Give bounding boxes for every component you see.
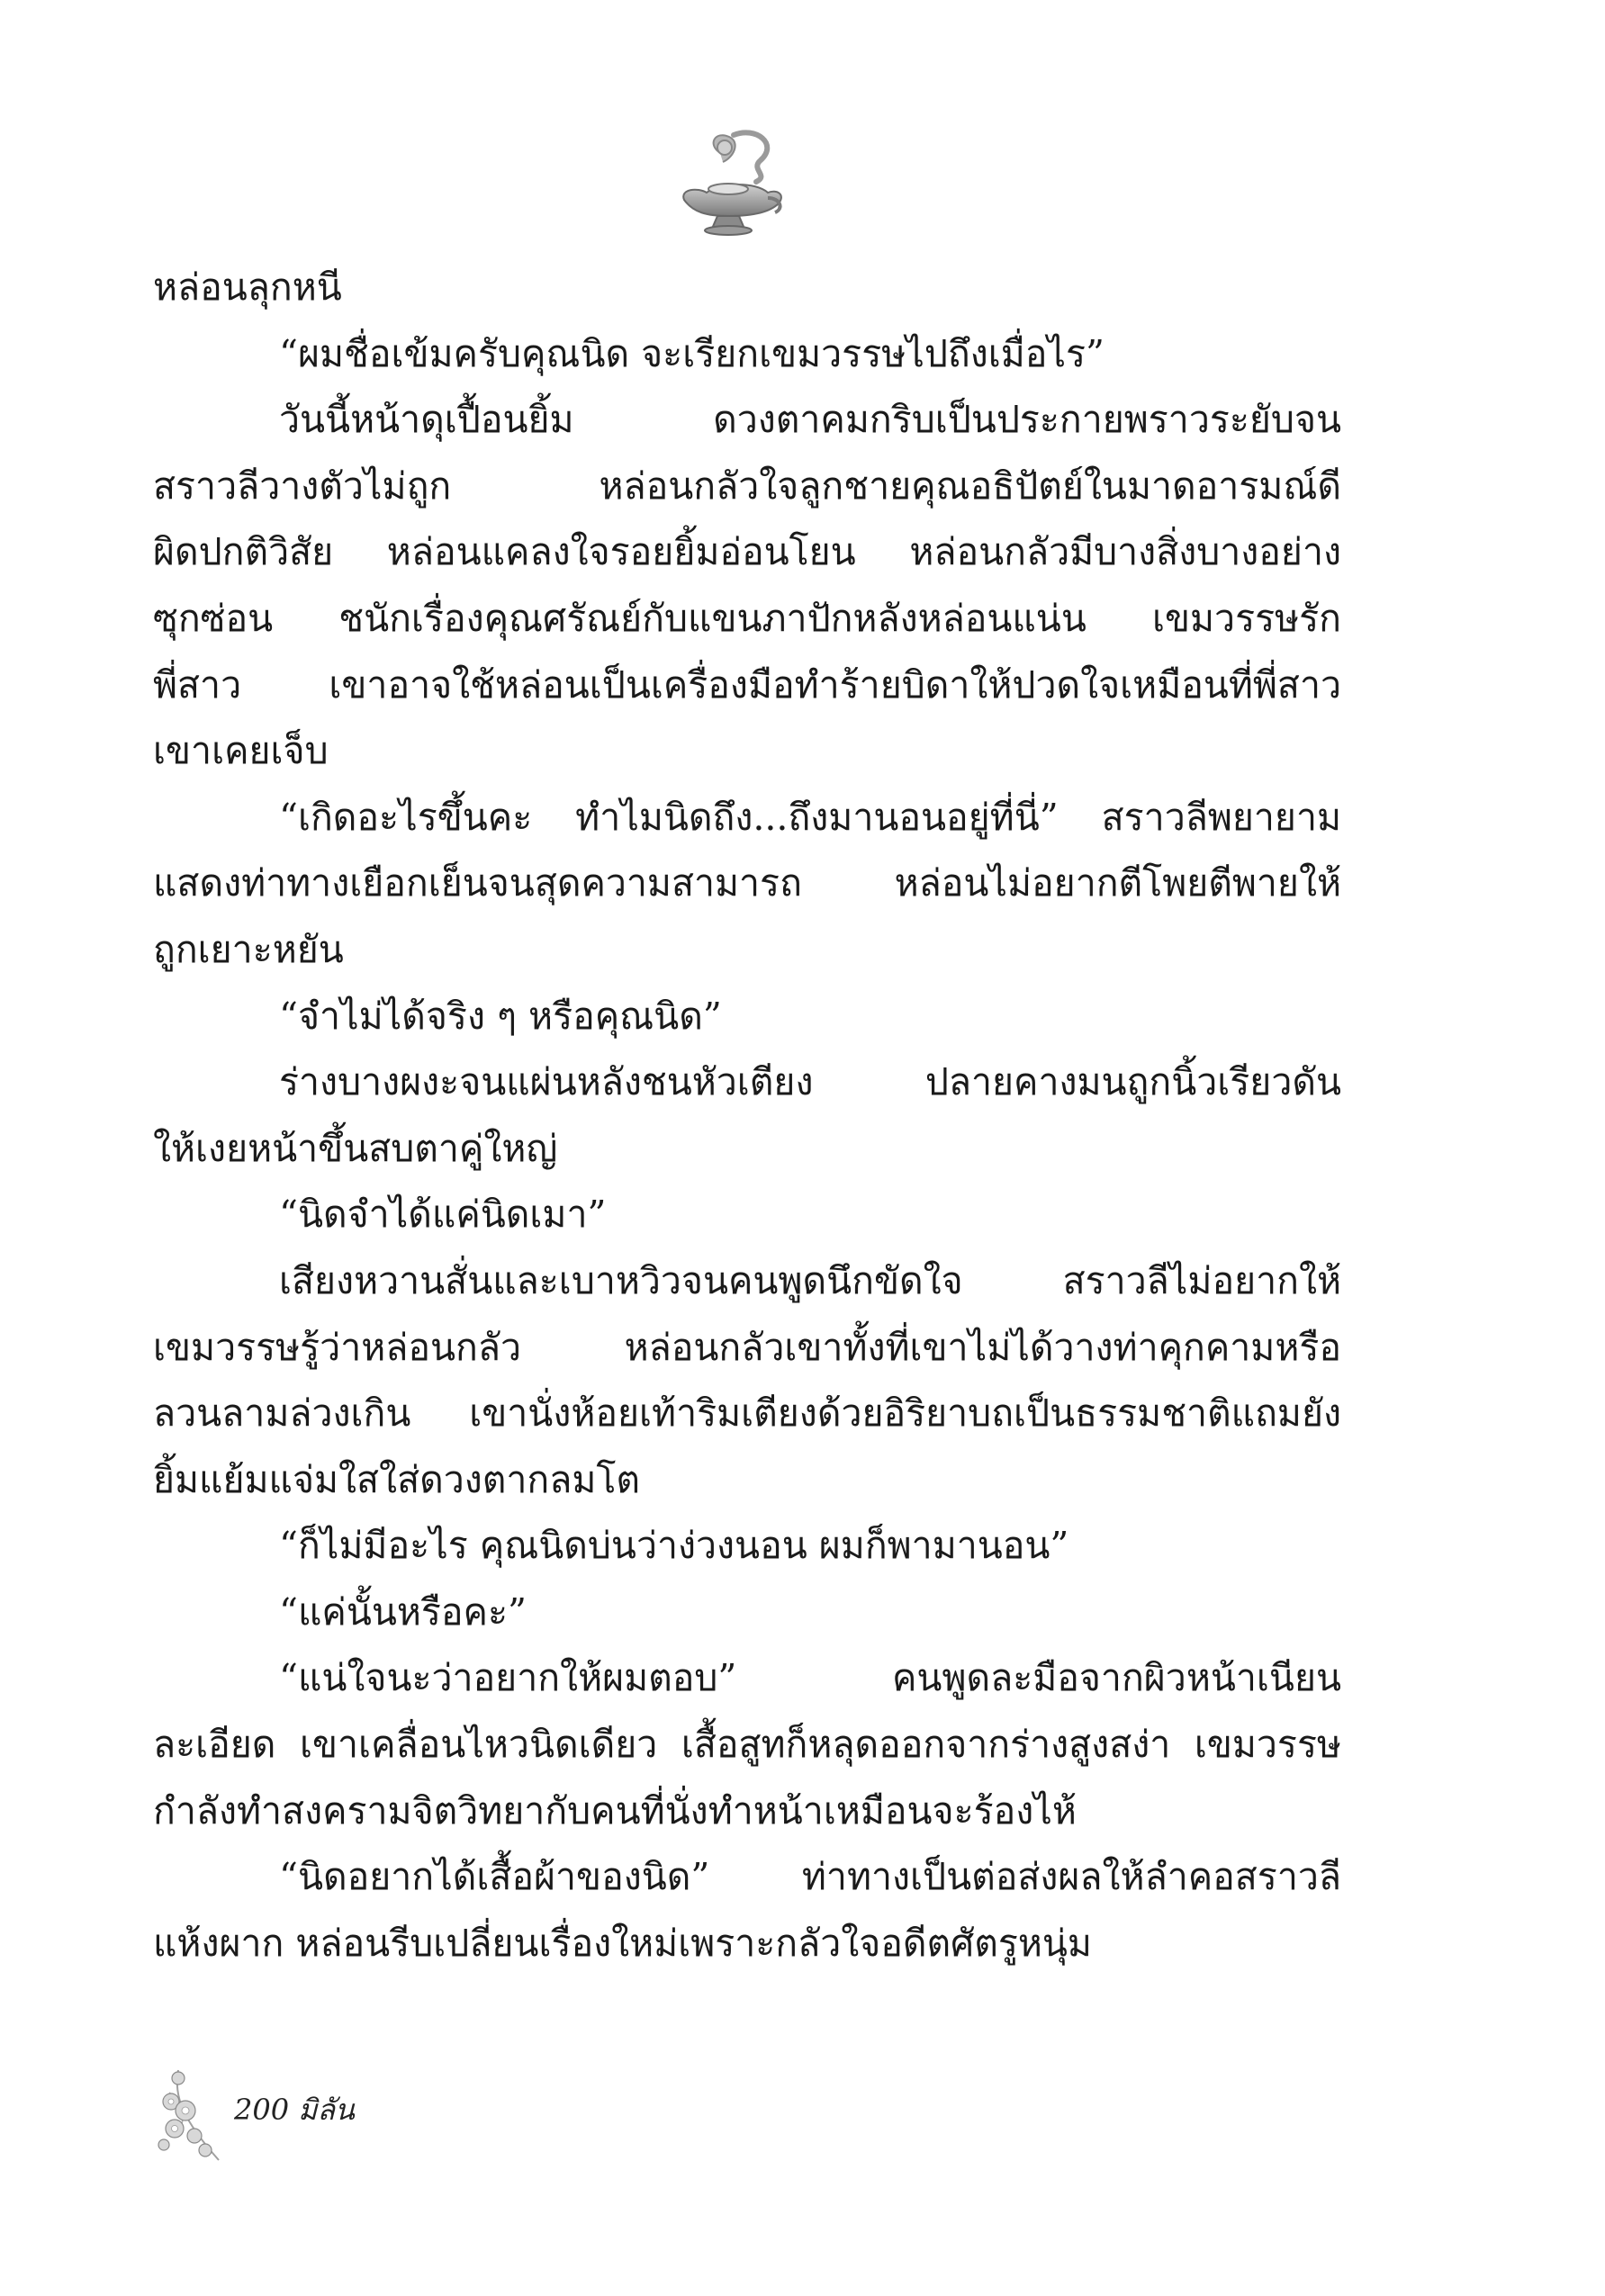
text-line: ถูกเยาะหยัน (153, 927, 344, 971)
text-line: “แค่นั้นหรือคะ” (279, 1589, 527, 1634)
text-line: “แน่ใจนะว่าอยากให้ผมตอบ” คนพูดละมือจากผิวหน้าเนียน (279, 1656, 1341, 1700)
text-line: หล่อนลุกหนี (153, 266, 342, 309)
text-line: “เกิดอะไรขึ้นคะ ทำไมนิดถึง...ถึงมานอนอยู่ที่นี่” สราวลีพยายาม (279, 795, 1341, 839)
text-line: “จำไม่ได้จริง ๆ หรือคุณนิด” (279, 994, 722, 1038)
page-number: 200 (234, 2093, 290, 2127)
text-line: แห้งผาก หล่อนรีบเปลี่ยนเรื่องใหม่เพราะกลัวใจอดีตศัตรูหนุ่ม (153, 1921, 1092, 1965)
genie-lamp-icon (671, 126, 788, 243)
text-line: ให้เงยหน้าขึ้นสบตาคู่ใหญ่ (153, 1126, 558, 1170)
text-line: วันนี้หน้าดุเปื้อนยิ้ม ดวงตาคมกริบเป็นประกายพราวระยับจน (279, 398, 1341, 442)
text-line: ร่างบางผงะจนแผ่นหลังชนหัวเตียง ปลายคางมนถูกนิ้วเรียวดัน (279, 1060, 1341, 1104)
text-line: ละเอียด เขาเคลื่อนไหวนิดเดียว เสื้อสูทก็หลุดออกจากร่างสูงสง่า เขมวรรษ (153, 1723, 1341, 1767)
text-line: พี่สาว เขาอาจใช้หล่อนเป็นเครื่องมือทำร้ายบิดาให้ปวดใจเหมือนที่พี่สาว (153, 662, 1341, 707)
body-text (153, 255, 1341, 1976)
flower-branch-icon (151, 2066, 232, 2165)
text-line: ซุกซ่อน ชนักเรื่องคุณศรัณย์กับแขนภาปักหลังหล่อนแน่น เขมวรรษรัก (153, 596, 1341, 640)
text-line: กำลังทำสงครามจิตวิทยากับคนที่นั่งทำหน้าเหมือนจะร้องไห้ (153, 1788, 1077, 1832)
text-line: เสียงหวานสั่นและเบาหวิวจนคนพูดนึกขัดใจ สราวลีไม่อยากให้ (279, 1258, 1341, 1302)
text-line: “ก็ไม่มีอะไร คุณนิดบ่นว่าง่วงนอน ผมก็พามานอน” (279, 1524, 1069, 1568)
page-footer-text (234, 2087, 355, 2133)
text-line: ยิ้มแย้มแจ่มใสใส่ดวงตากลมโต (153, 1457, 641, 1501)
text-line: เขาเคยเจ็บ (153, 729, 329, 773)
text-line: ผิดปกติวิสัย หล่อนแคลงใจรอยยิ้มอ่อนโยน หล่อนกลัวมีบางสิ่งบางอย่าง (153, 530, 1341, 574)
text-line: สราวลีวางตัวไม่ถูก หล่อนกลัวใจลูกชายคุณอธิปัตย์ในมาดอารมณ์ดี (153, 464, 1341, 508)
text-line: “นิดจำได้แค่นิดเมา” (279, 1193, 607, 1237)
text-line: “นิดอยากได้เสื้อผ้าของนิด” ท่าทางเป็นต่อส่งผลให้ลำคอสราวลี (279, 1855, 1341, 1899)
author-name: มิลัน (298, 2093, 355, 2127)
text-line: ลวนลามล่วงเกิน เขานั่งห้อยเท้าริมเตียงด้วยอิริยาบถเป็นธรรมชาติแถมยัง (153, 1391, 1341, 1436)
page-footer (151, 2066, 421, 2165)
text-line: “ผมชื่อเข้มครับคุณนิด จะเรียกเขมวรรษไปถึงเมื่อไร” (279, 331, 1105, 375)
text-line: เขมวรรษรู้ว่าหล่อนกลัว หล่อนกลัวเขาทั้งที่เขาไม่ได้วางท่าคุกคามหรือ (153, 1325, 1341, 1369)
text-line: แสดงท่าทางเยือกเย็นจนสุดความสามารถ หล่อนไม่อยากตีโพยตีพายให้ (153, 861, 1341, 905)
